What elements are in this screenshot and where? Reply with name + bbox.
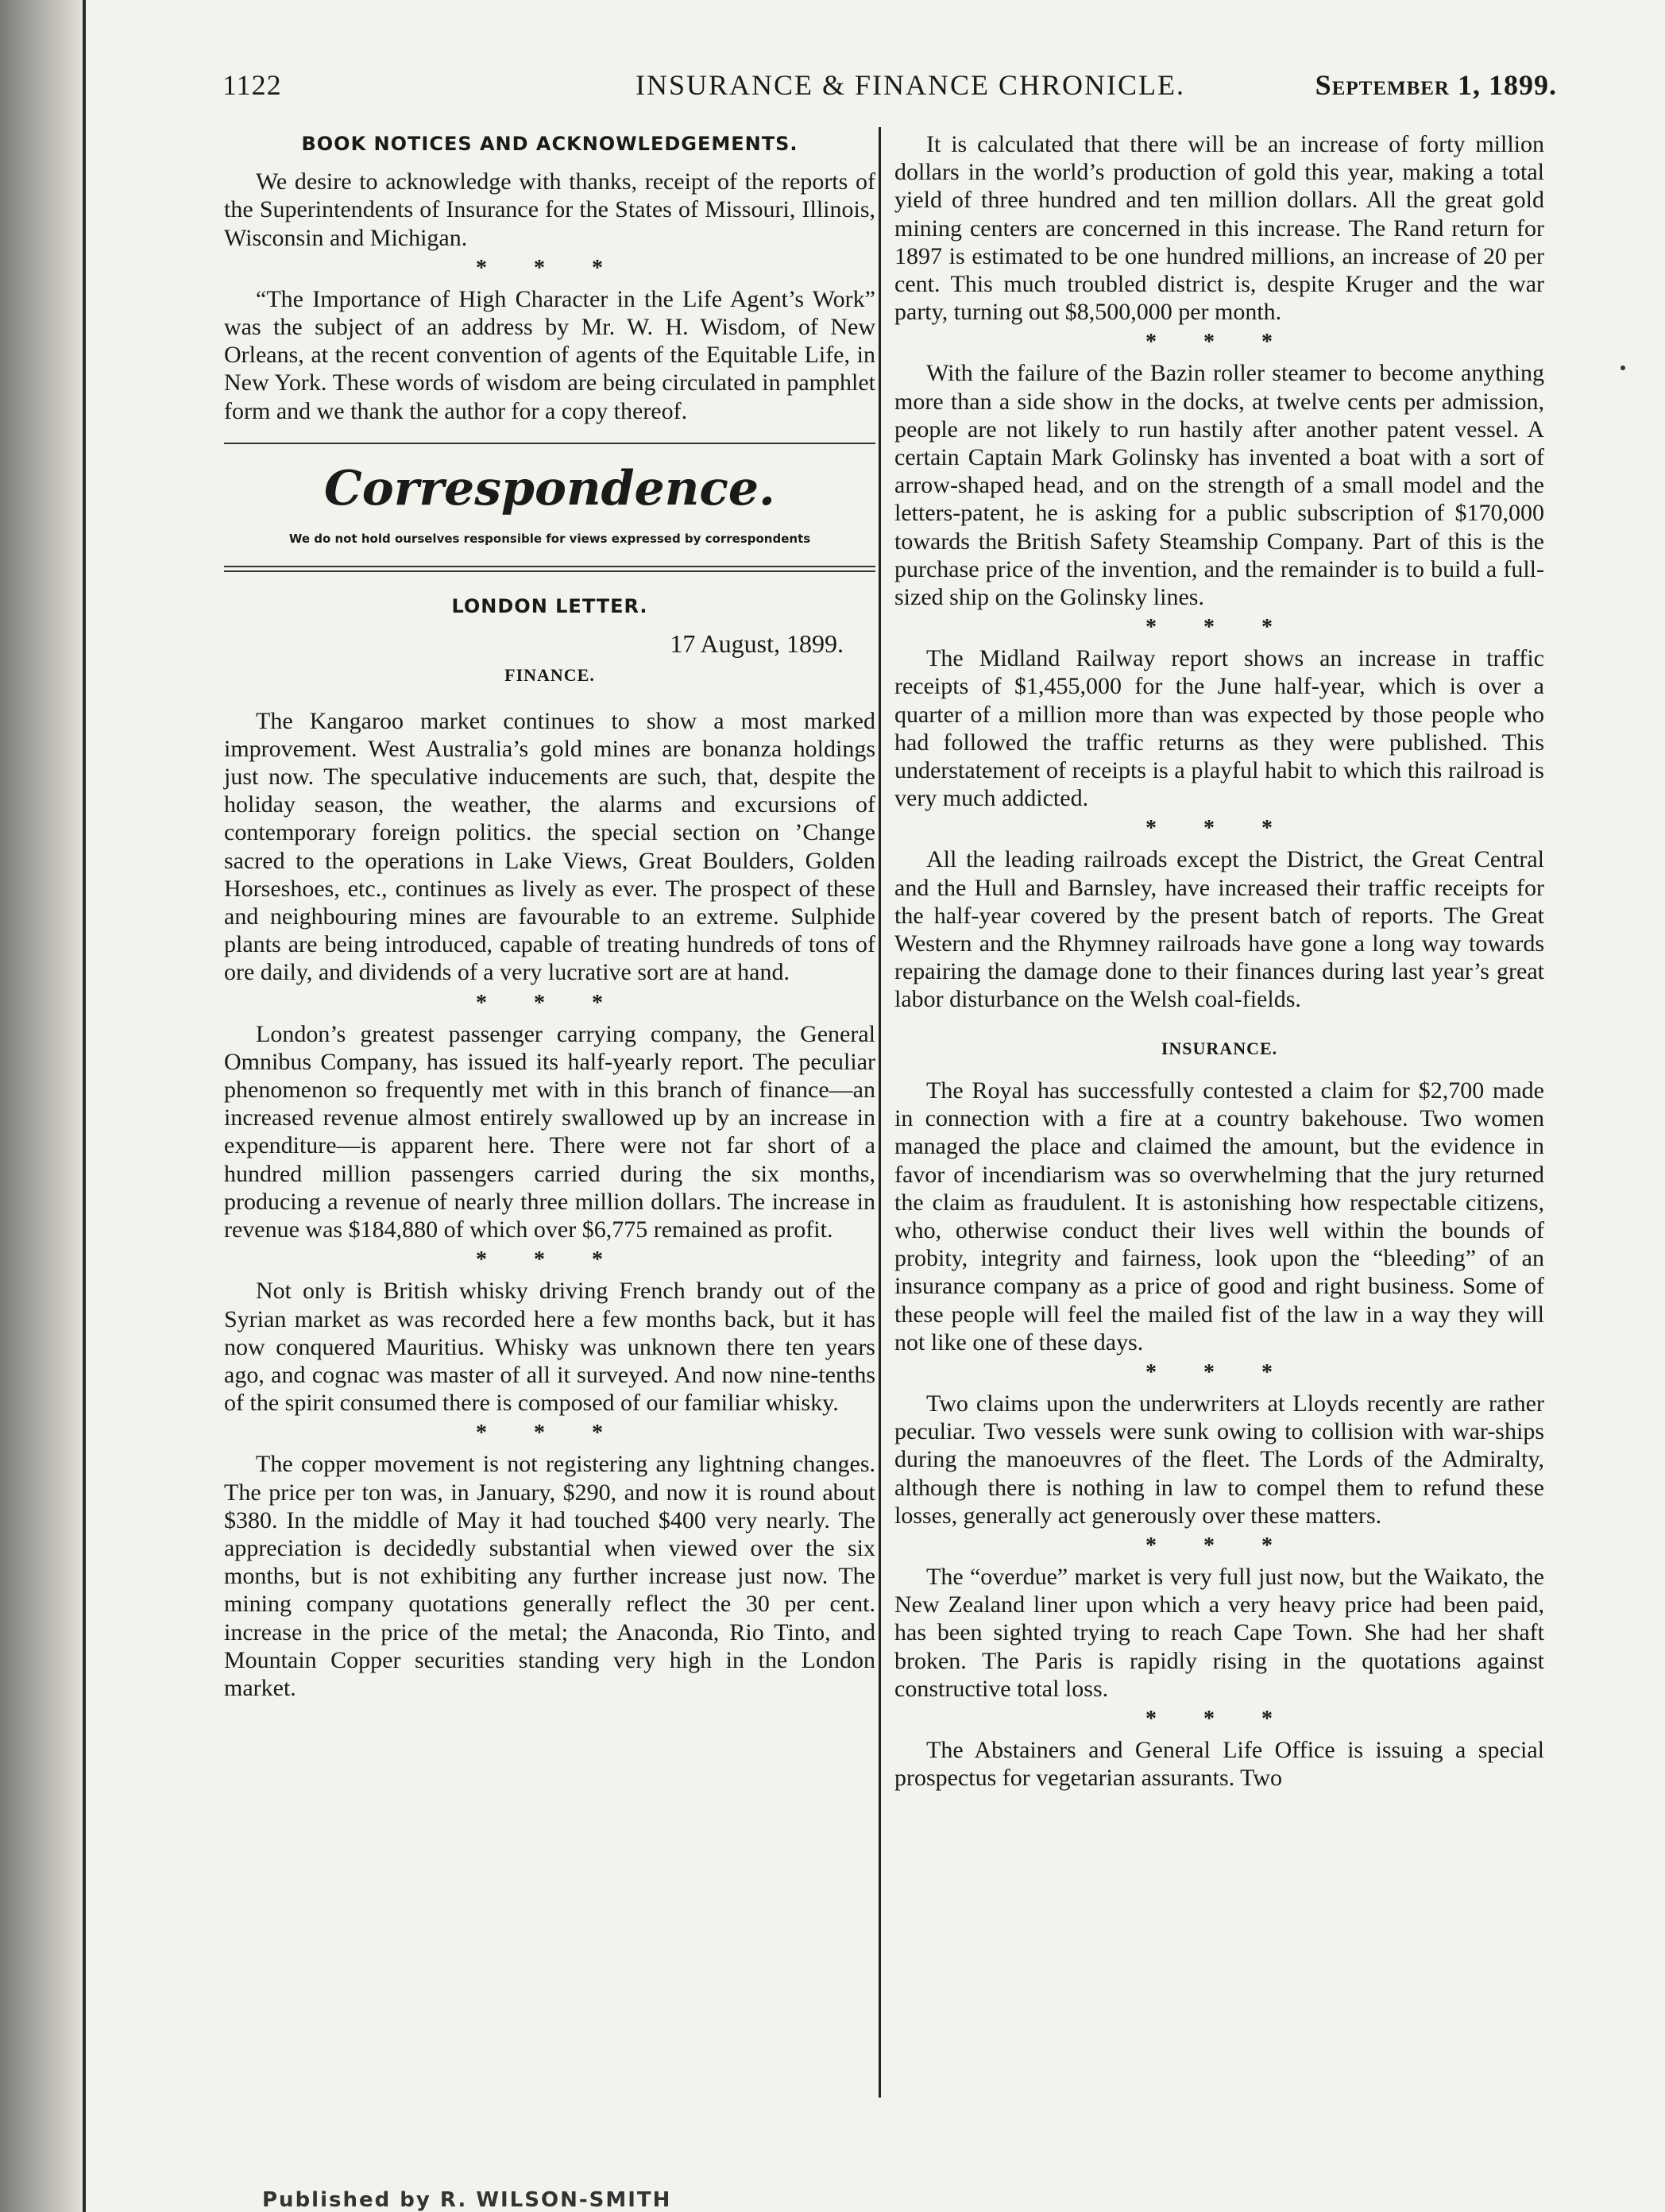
correspondence-disclaimer: We do not hold ourselves responsible for views expressed by correspondents xyxy=(288,531,811,546)
letter-paragraph: The Kangaroo market continues to show a most marked improvement. West Australia’s gold mines are bonanza holdings just now. The speculative inducements are such, that, despite the holiday season, the weather, the alarms and excursions of contemporary foreign politics. the special section on ’Change sacred to the operations in Lake Views, Great Boulders, Golden Horseshoes, etc., continues as lively as ever. The prospect of these and neighbouring mines are favourable to an extreme. Sulphide plants are being introduced, capable of treating hundreds of tons of ore daily, and dividends of a very lucrative sort are at hand. xyxy=(224,707,875,986)
separator-stars: * * * xyxy=(1145,816,1293,841)
letter-paragraph: The copper movement is not registering any lightning changes. The price per ton was, in January, $290, and now it is round about $380. In the middle of May it had touched $400 very nearly. The appreciation is decidedly substantial when viewed over the six months, but is not exhibiting any further increase just now. The mining company quotations generally reflect the 30 per cent. increase in the price of the metal; the Anaconda, Rio Tinto, and Mountain Copper securities standing very high in the London market. xyxy=(224,1451,875,1701)
book-notice-paragraph: We desire to acknowledge with thanks, receipt of the reports of the Superintendents of Insurance for the States of Missouri, Illinois, Wisconsin and Michigan. xyxy=(224,168,875,251)
finance-paragraph: With the failure of the Bazin roller steamer to become anything more than a side show in the docks, at twelve cents per admission, people are not likely to run hastily after another patent vessel. A certain Captain Mark Golinsky has invented a boat with a sort of arrow-shaped head, and on the strength of a small model and the letters-patent, he is asking for a public subscription of $170,000 towards the British Safety Steamship Company. Part of this is the purchase price of the invention, and the remainder is to build a full-sized ship on the Golinsky lines. xyxy=(894,360,1544,611)
book-notices-heading: BOOK NOTICES AND ACKNOWLEDGEMENTS. xyxy=(301,133,798,155)
separator-stars: * * * xyxy=(1145,1533,1293,1558)
finance-paragraph: The Midland Railway report shows an increase in traffic receipts of $1,455,000 for the June half-year, which is over a quarter of a million more than was expected by those people who had followed the traffic returns as they were published. This understatement of receipts is a playful habit to which this railroad is very much addicted. xyxy=(894,645,1544,812)
separator-stars: * * * xyxy=(476,1247,624,1273)
separator-stars: * * * xyxy=(476,255,624,280)
book-notice-paragraph: “The Importance of High Character in the Life Agent’s Work” was the subject of an address by Mr. W. H. Wisdom, of New Orleans, at the recent convention of agents of the Equitable Life, in New York. These words of wisdom are being circulated in pamphlet form and we thank the author for a copy thereof. xyxy=(224,285,875,424)
separator-stars: * * * xyxy=(476,1421,624,1446)
publisher-footer: Published by R. WILSON-SMITH xyxy=(262,2188,672,2212)
london-letter-heading: LONDON LETTER. xyxy=(451,595,648,618)
section-rule xyxy=(224,443,875,444)
insurance-paragraph: The Abstainers and General Life Office is issuing a special prospectus for vegetarian assurants. Two xyxy=(894,1736,1544,1792)
insurance-paragraph: The Royal has successfully contested a claim for $2,700 made in connection with a fire at a country bakehouse. Two women managed the place and claimed the amount, but the evidence in favor of incendiarism was so overwhelming that the jury returned the claim as fraudulent. It is astonishing how respectable citizens, who, otherwise conduct their lives well within the bounds of probity, integrity and fairness, look upon the “bleeding” of an insurance company as a price of good and right business. Some of these people will feel the mailed fist of the law in a way they will not like one of these days. xyxy=(894,1077,1544,1355)
double-rule xyxy=(224,566,875,572)
letter-paragraph: Not only is British whisky driving French brandy out of the Syrian market as was recorded here a few months back, but it has now conquered Mauritius. Whisky was unknown there ten years ago, and cognac was master of all it surveyed. And now nine-tenths of the spirit consumed there is composed of our familiar whisky. xyxy=(224,1278,875,1417)
issue-date: September 1, 1899. xyxy=(1315,69,1557,101)
separator-stars: * * * xyxy=(1145,615,1293,640)
letter-paragraph: London’s greatest passenger carrying company, the General Omnibus Company, has issued its half-yearly report. The peculiar phenomenon so frequently met with in this branch of finance—an increased revenue almost entirely swallowed up by an increase in expenditure—is apparent here. There were not far short of a hundred million passengers carried during the six months, producing a revenue of nearly three million dollars. The increase in revenue was $184,880 of which over $6,775 remained as profit. xyxy=(224,1020,875,1243)
separator-stars: * * * xyxy=(1145,330,1293,355)
separator-stars: * * * xyxy=(476,990,624,1015)
publication-title: INSURANCE & FINANCE CHRONICLE. xyxy=(635,69,1186,101)
binding-rule xyxy=(83,0,86,2212)
insurance-paragraph: Two claims upon the underwriters at Lloyds recently are rather peculiar. Two vessels were sunk owing to collision with war-ships during the manoeuvres of the fleet. The Lords of the Admiralty, although there is nothing in law to compel them to refund these losses, generally act generously over these matters. xyxy=(894,1390,1544,1529)
separator-stars: * * * xyxy=(1145,1359,1293,1385)
left-column xyxy=(224,130,875,1702)
page-header xyxy=(222,64,1557,111)
page-number: 1122 xyxy=(222,69,282,101)
finance-paragraph: All the leading railroads except the District, the Great Central and the Hull and Barnsley, have increased their traffic receipts for the half-year covered by the present batch of reports. The Great Western and the Rhymney railroads have gone a long way towards repairing the damage done to their finances during last year’s great labor disturbance on the Welsh coal-fields. xyxy=(894,846,1544,1013)
separator-stars: * * * xyxy=(1145,1706,1293,1731)
ink-speck xyxy=(1621,365,1625,370)
insurance-subheading: INSURANCE. xyxy=(1161,1038,1278,1058)
finance-subheading: FINANCE. xyxy=(504,665,595,686)
finance-paragraph: It is calculated that there will be an increase of forty million dollars in the world’s production of gold this year, making a total yield of three hundred and ten million dollars. All the great gold mining centers are concerned in this increase. The Rand return for 1897 is estimated to be one hundred millions, an increase of 20 per cent. This much troubled district is, despite Kruger and the war party, turning out $8,500,000 per month. xyxy=(894,131,1544,326)
binding-edge xyxy=(0,0,86,2212)
insurance-paragraph: The “overdue” market is very full just now, but the Waikato, the New Zealand liner upon which a very heavy price had been paid, has been sighted trying to reach Cape Town. She had her shaft broken. The Paris is rapidly rising in the quotations against constructive total loss. xyxy=(894,1563,1544,1702)
right-column xyxy=(894,130,1544,1792)
correspondence-heading: Correspondence. xyxy=(324,460,775,516)
column-divider xyxy=(879,127,881,2098)
letter-date: 17 August, 1899. xyxy=(670,629,844,659)
